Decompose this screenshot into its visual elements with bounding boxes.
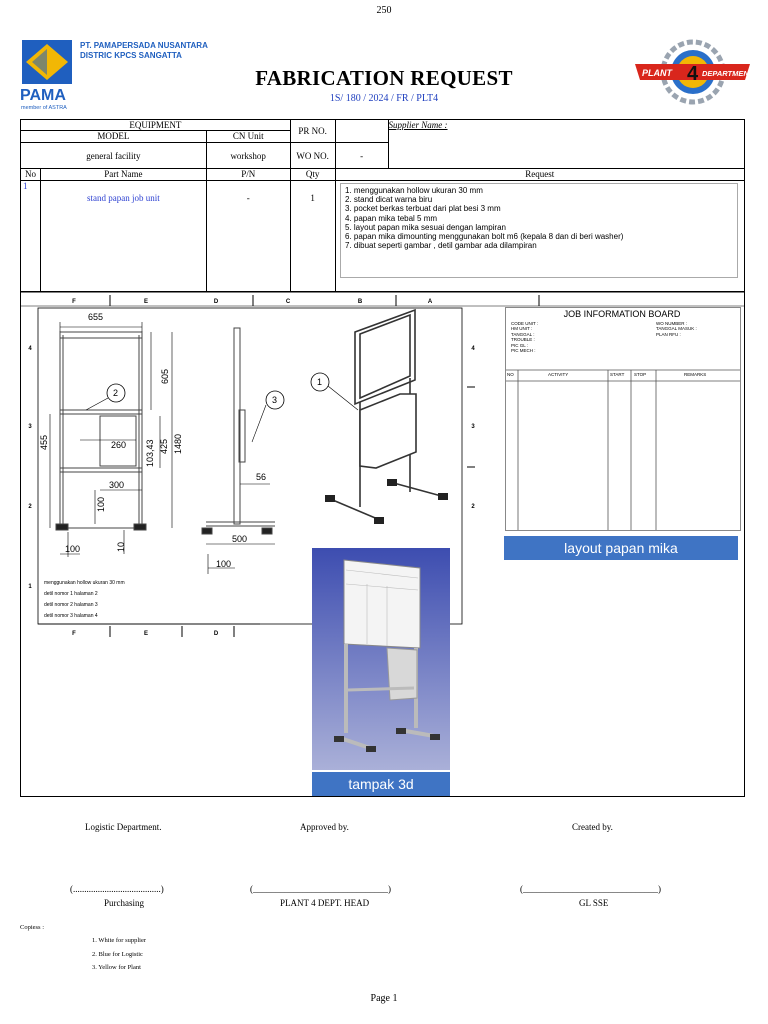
dim-pocket-h1: 103,43 bbox=[145, 439, 155, 467]
col-qty-header: Qty bbox=[290, 169, 335, 181]
drawing-note: menggunakan hollow ukuran 30 mm bbox=[44, 580, 125, 586]
sig-name-plant-head: PLANT 4 DEPT. HEAD bbox=[280, 898, 370, 908]
dim-foot-height: 100 bbox=[96, 496, 106, 512]
dim-left-height: 455 bbox=[39, 434, 49, 450]
company-line1: PT. PAMAPERSADA NUSANTARA bbox=[80, 41, 208, 50]
job-board-col: ACTIVITY bbox=[548, 372, 569, 377]
document-title: FABRICATION REQUEST bbox=[255, 66, 513, 90]
3d-view-caption: tampak 3d bbox=[312, 772, 450, 796]
copies-label: Copiess : bbox=[20, 924, 45, 931]
grid-col-label: C bbox=[285, 299, 291, 305]
side-view bbox=[202, 328, 278, 534]
request-line: 2. stand dicat warna biru bbox=[345, 195, 433, 205]
company-name bbox=[80, 41, 208, 61]
request-line: 3. pocket berkas terbuat dari plat besi 3 mm bbox=[345, 204, 501, 214]
cn-unit-value: workshop bbox=[206, 143, 290, 169]
balloon-1-label: 1 bbox=[317, 377, 323, 387]
document-number: 1S/ 180 / 2024 / FR / PLT4 bbox=[329, 93, 439, 104]
grid-col-label: E bbox=[143, 299, 149, 305]
job-board-col: START bbox=[610, 372, 625, 377]
plant-logo-number: 4 bbox=[687, 63, 699, 85]
grid-row-label: 1 bbox=[28, 584, 32, 590]
3d-render-image bbox=[312, 548, 450, 770]
plant-logo-right: DEPARTMENT bbox=[702, 69, 754, 78]
grid-row-label: 2 bbox=[28, 504, 32, 510]
row-qty: 1 bbox=[290, 181, 335, 292]
job-board-title: JOB INFORMATION BOARD bbox=[563, 309, 681, 319]
grid-col-label: D bbox=[213, 631, 219, 637]
field-label: TANGGAL MASUK : bbox=[656, 326, 697, 332]
dim-foot-offset: 300 bbox=[109, 480, 125, 490]
svg-text:PAMA: PAMA bbox=[20, 87, 66, 104]
grid-col-label: D bbox=[213, 299, 219, 305]
field-label: TANGGAL : bbox=[511, 331, 535, 337]
grid-row-label: 3 bbox=[471, 424, 475, 430]
equipment-label: EQUIPMENT bbox=[21, 120, 291, 131]
job-board-col: STOP bbox=[634, 372, 647, 377]
row-no: 1 bbox=[21, 181, 41, 292]
field-label: PIC MECH : bbox=[511, 348, 536, 354]
page-top-number: 250 bbox=[376, 5, 392, 16]
job-board-left-fields bbox=[511, 321, 538, 353]
request-line: 7. dibuat seperti gambar , detil gambar ada dilampiran bbox=[345, 241, 537, 251]
sig-name-purchasing: Purchasing bbox=[104, 898, 144, 908]
balloon-3-label: 3 bbox=[272, 395, 278, 405]
cn-unit-label: CN Unit bbox=[206, 131, 290, 143]
col-request-header: Request bbox=[335, 169, 744, 181]
dim-height-upper: 605 bbox=[160, 368, 170, 384]
plant-logo-left: PLANT bbox=[642, 68, 672, 78]
grid-row-label: 3 bbox=[28, 424, 32, 430]
sig-line-created[interactable]: (______________________________) bbox=[520, 884, 661, 894]
field-label: CODE UNIT : bbox=[511, 321, 539, 326]
field-label: TROUBLE : bbox=[511, 337, 535, 343]
pr-no-value[interactable] bbox=[335, 120, 388, 143]
request-line: 5. layout papan mika sesuai dengan lampiran bbox=[345, 222, 506, 232]
grid-col-label: B bbox=[357, 299, 363, 305]
sig-title-logistic: Logistic Department. bbox=[85, 822, 162, 832]
drawing-note: detil nomor 1 halaman 2 bbox=[44, 591, 98, 597]
col-part-name-header: Part Name bbox=[40, 169, 206, 181]
sig-line-logistic[interactable]: (.......................................) bbox=[70, 884, 164, 894]
request-line: 1. menggunakan hollow ukuran 30 mm bbox=[345, 186, 483, 195]
dim-pocket-width: 260 bbox=[111, 440, 127, 450]
isometric-view bbox=[328, 310, 445, 520]
copies-item: 1. White for supplier bbox=[92, 937, 147, 944]
grid-col-label: F bbox=[72, 299, 76, 305]
copies-item: 2. Blue for Logistic bbox=[92, 951, 143, 958]
dim-total-height: 1480 bbox=[173, 433, 183, 454]
request-textbox[interactable] bbox=[340, 183, 738, 278]
field-label: PLAN RFU : bbox=[656, 331, 681, 337]
col-pn-header: P/N bbox=[206, 169, 290, 181]
drawing-note: detil nomor 2 halaman 3 bbox=[44, 602, 98, 608]
page-footer: Page 1 bbox=[370, 993, 398, 1004]
request-line: 6. papan mika dimounting menggunakan bolt m6 (kepala 8 dan di beri washer) bbox=[345, 232, 624, 242]
row-part-name: stand papan job unit bbox=[40, 181, 206, 292]
dim-side-100: 100 bbox=[216, 559, 232, 569]
dim-side-56: 56 bbox=[256, 472, 267, 482]
dim-width-top: 655 bbox=[88, 312, 104, 322]
copies-item: 3. Yellow for Plant bbox=[92, 964, 141, 971]
job-information-board-layout bbox=[505, 307, 741, 531]
job-board-col: NO bbox=[507, 372, 514, 377]
dim-side-base: 500 bbox=[232, 534, 248, 544]
company-line2: DISTRIC KPCS SANGATTA bbox=[80, 51, 182, 60]
svg-text:member of ASTRA: member of ASTRA bbox=[21, 105, 67, 110]
layout-caption: layout papan mika bbox=[504, 536, 738, 560]
grid-col-label: E bbox=[143, 631, 149, 637]
field-label: WO NUMBER : bbox=[656, 321, 688, 326]
model-value: general facility bbox=[21, 143, 207, 169]
plant-4-department-logo bbox=[630, 38, 755, 110]
field-label: PIC GL : bbox=[511, 342, 529, 348]
balloon-2-label: 2 bbox=[113, 388, 119, 398]
grid-col-label: A bbox=[427, 299, 433, 305]
wo-no-label: WO NO. bbox=[290, 143, 335, 169]
dim-pocket-h2: 425 bbox=[159, 438, 169, 454]
sig-line-approved[interactable]: (______________________________) bbox=[250, 884, 391, 894]
grid-row-label: 4 bbox=[28, 346, 32, 352]
job-board-col: REMARKS bbox=[684, 372, 707, 377]
field-label: HM UNIT : bbox=[511, 326, 533, 332]
pr-no-label: PR NO. bbox=[290, 120, 335, 143]
row-pn: - bbox=[206, 181, 290, 292]
grid-row-label: 4 bbox=[471, 346, 475, 352]
grid-col-label: F bbox=[72, 631, 76, 637]
sig-name-gl-sse: GL SSE bbox=[579, 898, 609, 908]
col-no-header: No bbox=[21, 169, 41, 181]
sig-title-created: Created by. bbox=[572, 822, 613, 832]
sig-title-approved: Approved by. bbox=[300, 822, 349, 832]
job-board-right-fields bbox=[656, 321, 697, 337]
dim-bottom-foot: 100 bbox=[65, 544, 81, 554]
request-line: 4. papan mika tebal 5 mm bbox=[345, 213, 438, 223]
drawing-note: detil nomor 3 halaman 4 bbox=[44, 613, 98, 619]
dim-small-10: 10 bbox=[116, 541, 126, 552]
model-label: MODEL bbox=[21, 131, 207, 143]
grid-row-label: 2 bbox=[471, 504, 475, 510]
supplier-name-label: Supplier Name : bbox=[388, 120, 744, 169]
wo-no-value: - bbox=[335, 143, 388, 169]
header-table bbox=[20, 119, 745, 169]
